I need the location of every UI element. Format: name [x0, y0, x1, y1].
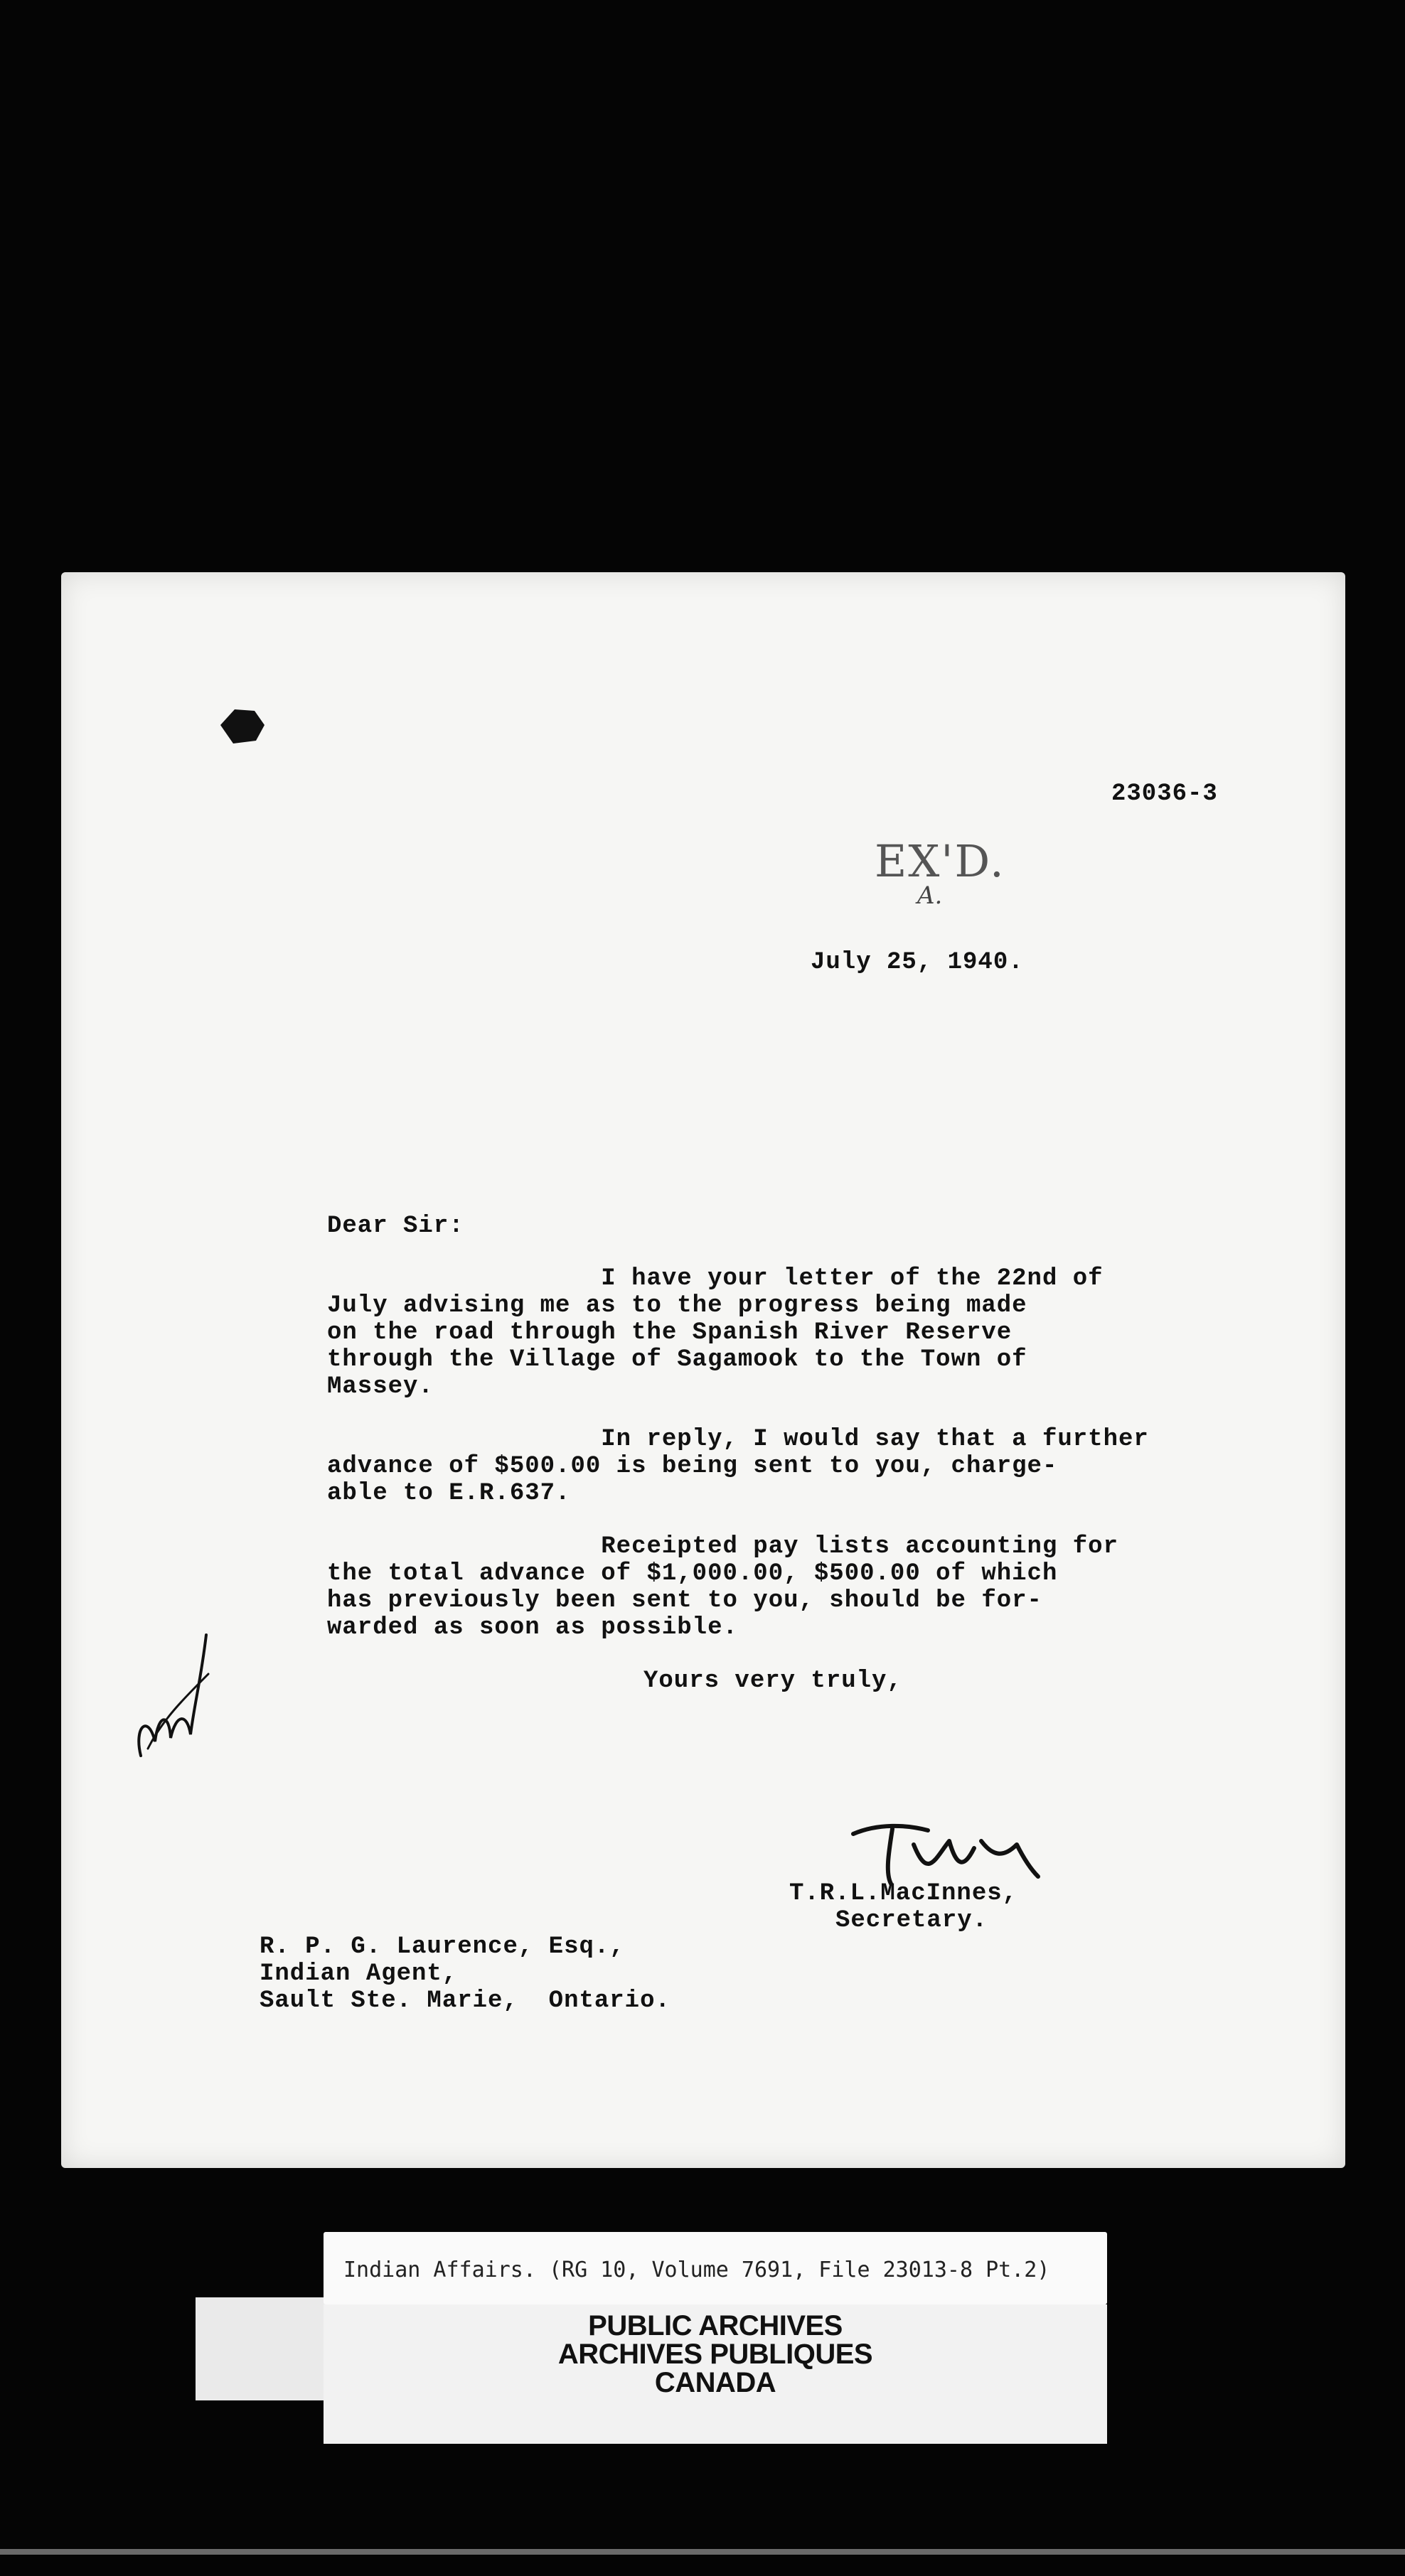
- body-paragraph-3: Receipted pay lists accounting for the total advance of $1,000.00, $500.00 of which has previously been sent to you, should be for- warded as soon as possible.: [327, 1533, 1118, 1641]
- body-paragraph-1: I have your letter of the 22nd of July advising me as to the progress being made on the road through the Spanish River Reserve through the Village of Sagamook to the Town of Massey.: [327, 1265, 1104, 1400]
- closing: Yours very truly,: [643, 1668, 902, 1695]
- addressee-block: R. P. G. Laurence, Esq., Indian Agent, Sault Ste. Marie, Ontario.: [260, 1933, 671, 2014]
- archive-reference-label: [324, 2232, 1107, 2304]
- archive-name: [324, 2312, 1107, 2397]
- signatory-name: T.R.L.MacInnes,: [789, 1880, 1018, 1907]
- archive-stamp-label: [324, 2304, 1107, 2444]
- film-edge: [0, 2549, 1405, 2555]
- salutation: Dear Sir:: [327, 1213, 464, 1240]
- ink-blot: [213, 704, 270, 746]
- signature: [850, 1816, 1042, 1887]
- stamp-mark: A.: [917, 881, 943, 910]
- handwritten-initials: [127, 1606, 219, 1770]
- body-paragraph-2: In reply, I would say that a further advance of $500.00 is being sent to you, charge- able to E.R.637.: [327, 1426, 1149, 1507]
- exd-stamp: EX'D.: [875, 835, 1005, 887]
- archive-line-1: PUBLIC ARCHIVES: [588, 2310, 843, 2341]
- archive-line-2: ARCHIVES PUBLIQUES: [557, 2339, 873, 2370]
- signatory-title: Secretary.: [835, 1907, 988, 1934]
- archive-line-3: CANADA: [654, 2367, 776, 2398]
- archive-reference: Indian Affairs. (RG 10, Volume 7691, File 23013-8 Pt.2): [343, 2258, 1050, 2282]
- file-number: 23036-3: [1111, 780, 1218, 807]
- letter-date: July 25, 1940.: [811, 949, 1024, 976]
